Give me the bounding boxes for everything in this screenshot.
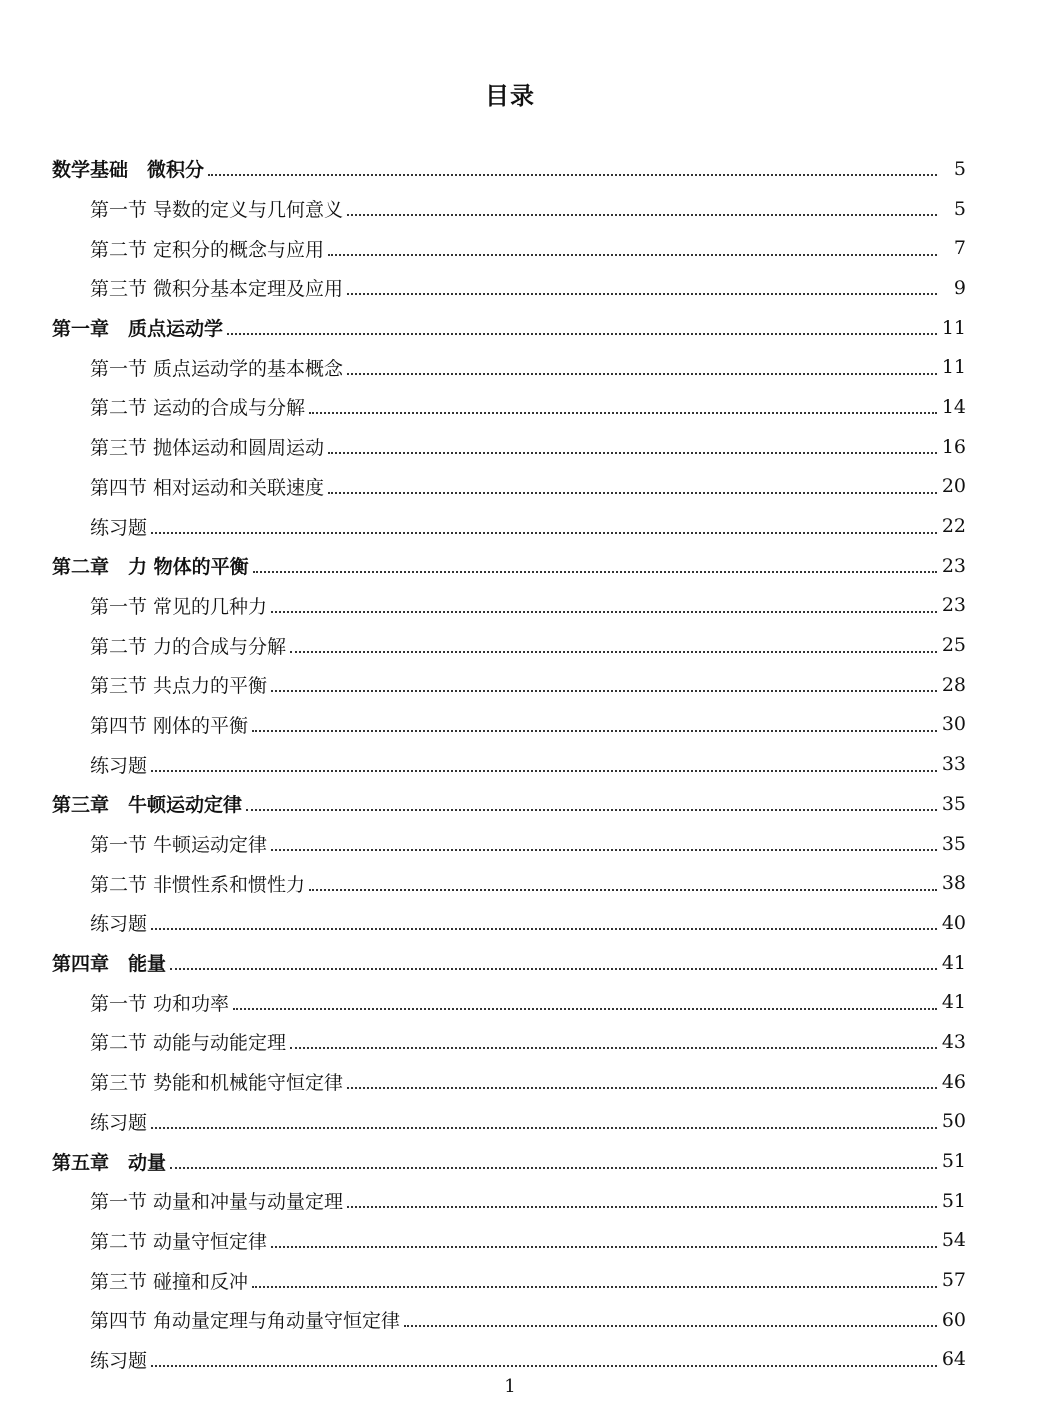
toc-page-number: 28	[941, 673, 966, 696]
toc-section-entry[interactable]	[0, 586, 1048, 626]
toc-entry-text: 练习题	[90, 913, 148, 936]
dot-leader	[208, 173, 937, 176]
toc-chapter-entry[interactable]	[0, 1141, 1048, 1181]
toc-chapter-entry[interactable]	[0, 943, 1048, 983]
toc-entry-text: 练习题	[90, 754, 148, 777]
dot-leader	[170, 1166, 937, 1169]
dot-leader	[271, 1245, 937, 1248]
toc-section-entry[interactable]	[0, 705, 1048, 745]
toc-page-number: 57	[941, 1269, 966, 1292]
dot-leader	[252, 729, 937, 732]
toc-entry-text: 练习题	[90, 1111, 148, 1134]
toc-entry-text: 第四章 能量	[52, 953, 167, 976]
toc-entry-text: 练习题	[90, 1349, 148, 1372]
toc-section-entry[interactable]	[0, 982, 1048, 1022]
toc-section-entry[interactable]	[0, 1022, 1048, 1062]
toc-section-entry[interactable]	[0, 228, 1048, 268]
toc-section-entry[interactable]	[0, 347, 1048, 387]
dot-leader	[309, 888, 937, 891]
toc-section-entry[interactable]	[0, 387, 1048, 427]
toc-section-entry[interactable]	[0, 189, 1048, 229]
toc-entry-text: 第一节 导数的定义与几何意义	[90, 199, 344, 222]
dot-leader	[309, 411, 937, 414]
toc-page-number: 64	[941, 1348, 966, 1371]
dot-leader	[151, 1126, 937, 1129]
toc-section-entry[interactable]	[0, 427, 1048, 467]
toc-page-number: 43	[941, 1030, 966, 1053]
toc-chapter-entry[interactable]	[0, 546, 1048, 586]
toc-page-number: 7	[953, 237, 966, 260]
dot-leader	[151, 531, 937, 534]
dot-leader	[347, 292, 937, 295]
dot-leader	[252, 1285, 937, 1288]
toc-section-entry[interactable]	[0, 1300, 1048, 1340]
toc-section-entry[interactable]	[0, 665, 1048, 705]
toc-entry-text: 练习题	[90, 516, 148, 539]
dot-leader	[271, 848, 937, 851]
toc-entry-text: 第一节 功和功率	[90, 992, 230, 1015]
toc-page-number: 38	[941, 872, 966, 895]
dot-leader	[253, 570, 937, 573]
toc-chapter-entry[interactable]	[0, 784, 1048, 824]
toc-page-number: 25	[941, 634, 966, 657]
toc-page-number: 35	[941, 832, 966, 855]
toc-section-entry[interactable]	[0, 1260, 1048, 1300]
toc-entry-text: 第四节 相对运动和关联速度	[90, 476, 325, 499]
toc-chapter-entry[interactable]	[0, 308, 1048, 348]
toc-entry-text: 第三节 共点力的平衡	[90, 675, 268, 698]
toc-page-number: 16	[941, 435, 966, 458]
toc-page-number: 9	[953, 276, 966, 299]
toc-page-number: 11	[941, 356, 966, 379]
toc-entry-text: 第二章 力 物体的平衡	[52, 556, 249, 579]
toc-page-number: 23	[941, 594, 966, 617]
toc-chapter-entry[interactable]	[0, 149, 1048, 189]
dot-leader	[271, 610, 937, 613]
toc-page-number: 5	[953, 197, 966, 220]
page-title: 目录	[485, 82, 535, 110]
toc-entry-text: 第二节 定积分的概念与应用	[90, 238, 325, 261]
toc-entry-text: 第三章 牛顿运动定律	[52, 794, 243, 817]
toc-page-number: 50	[941, 1110, 966, 1133]
toc-entry-text: 第三节 抛体运动和圆周运动	[90, 437, 325, 460]
dot-leader	[227, 332, 937, 335]
dot-leader	[151, 1364, 937, 1367]
toc-entry-text: 第一节 牛顿运动定律	[90, 834, 268, 857]
toc-entry-text: 第三节 势能和机械能守恒定律	[90, 1072, 344, 1095]
toc-section-entry[interactable]	[0, 1062, 1048, 1102]
table-of-contents	[0, 149, 1048, 1379]
toc-page-number: 35	[941, 792, 966, 815]
toc-section-entry[interactable]	[0, 863, 1048, 903]
toc-section-entry[interactable]	[0, 467, 1048, 507]
toc-entry-text: 第二节 力的合成与分解	[90, 635, 287, 658]
dot-leader	[151, 927, 937, 930]
dot-leader	[347, 1086, 937, 1089]
toc-page-number: 30	[941, 713, 966, 736]
toc-page-number: 20	[941, 475, 966, 498]
toc-page-number: 11	[941, 316, 966, 339]
toc-section-entry[interactable]	[0, 824, 1048, 864]
toc-page-number: 40	[941, 911, 966, 934]
toc-section-entry[interactable]	[0, 506, 1048, 546]
toc-page-number: 46	[941, 1070, 966, 1093]
dot-leader	[328, 491, 937, 494]
dot-leader	[290, 650, 937, 653]
toc-entry-text: 第二节 动能与动能定理	[90, 1032, 287, 1055]
toc-section-entry[interactable]	[0, 1181, 1048, 1221]
toc-section-entry[interactable]	[0, 1102, 1048, 1142]
toc-entry-text: 第二节 非惯性系和惯性力	[90, 873, 306, 896]
toc-page-number: 33	[941, 753, 966, 776]
toc-page-number: 23	[941, 554, 966, 577]
toc-page-number: 54	[941, 1229, 966, 1252]
toc-page-number: 22	[941, 515, 966, 538]
dot-leader	[233, 1007, 937, 1010]
toc-entry-text: 第二节 运动的合成与分解	[90, 397, 306, 420]
dot-leader	[290, 1046, 937, 1049]
dot-leader	[328, 253, 937, 256]
toc-section-entry[interactable]	[0, 1340, 1048, 1380]
dot-leader	[170, 967, 937, 970]
toc-entry-text: 第四节 刚体的平衡	[90, 714, 249, 737]
dot-leader	[347, 213, 937, 216]
toc-page-number: 5	[953, 157, 966, 180]
toc-section-entry[interactable]	[0, 903, 1048, 943]
toc-page-number: 51	[941, 1150, 966, 1173]
toc-section-entry[interactable]	[0, 1221, 1048, 1261]
toc-entry-text: 第三节 微积分基本定理及应用	[90, 278, 344, 301]
toc-section-entry[interactable]	[0, 268, 1048, 308]
dot-leader	[271, 689, 937, 692]
toc-entry-text: 第一章 质点运动学	[52, 318, 224, 341]
toc-page-number: 41	[941, 991, 966, 1014]
dot-leader	[246, 808, 937, 811]
toc-entry-text: 第五章 动量	[52, 1151, 167, 1174]
toc-page-number: 60	[941, 1308, 966, 1331]
dot-leader	[404, 1324, 937, 1327]
dot-leader	[347, 1205, 937, 1208]
toc-page-number: 14	[941, 395, 966, 418]
toc-section-entry[interactable]	[0, 744, 1048, 784]
toc-entry-text: 第三节 碰撞和反冲	[90, 1270, 249, 1293]
dot-leader	[328, 451, 937, 454]
toc-section-entry[interactable]	[0, 625, 1048, 665]
dot-leader	[151, 769, 937, 772]
toc-page-number: 51	[941, 1189, 966, 1212]
toc-entry-text: 数学基础 微积分	[52, 159, 205, 182]
toc-entry-text: 第一节 常见的几种力	[90, 595, 268, 618]
toc-entry-text: 第一节 质点运动学的基本概念	[90, 357, 344, 380]
toc-entry-text: 第二节 动量守恒定律	[90, 1230, 268, 1253]
dot-leader	[347, 372, 937, 375]
toc-entry-text: 第一节 动量和冲量与动量定理	[90, 1191, 344, 1214]
page-number-footer: 1	[504, 1376, 516, 1397]
toc-entry-text: 第四节 角动量定理与角动量守恒定律	[90, 1310, 401, 1333]
toc-page-number: 41	[941, 951, 966, 974]
